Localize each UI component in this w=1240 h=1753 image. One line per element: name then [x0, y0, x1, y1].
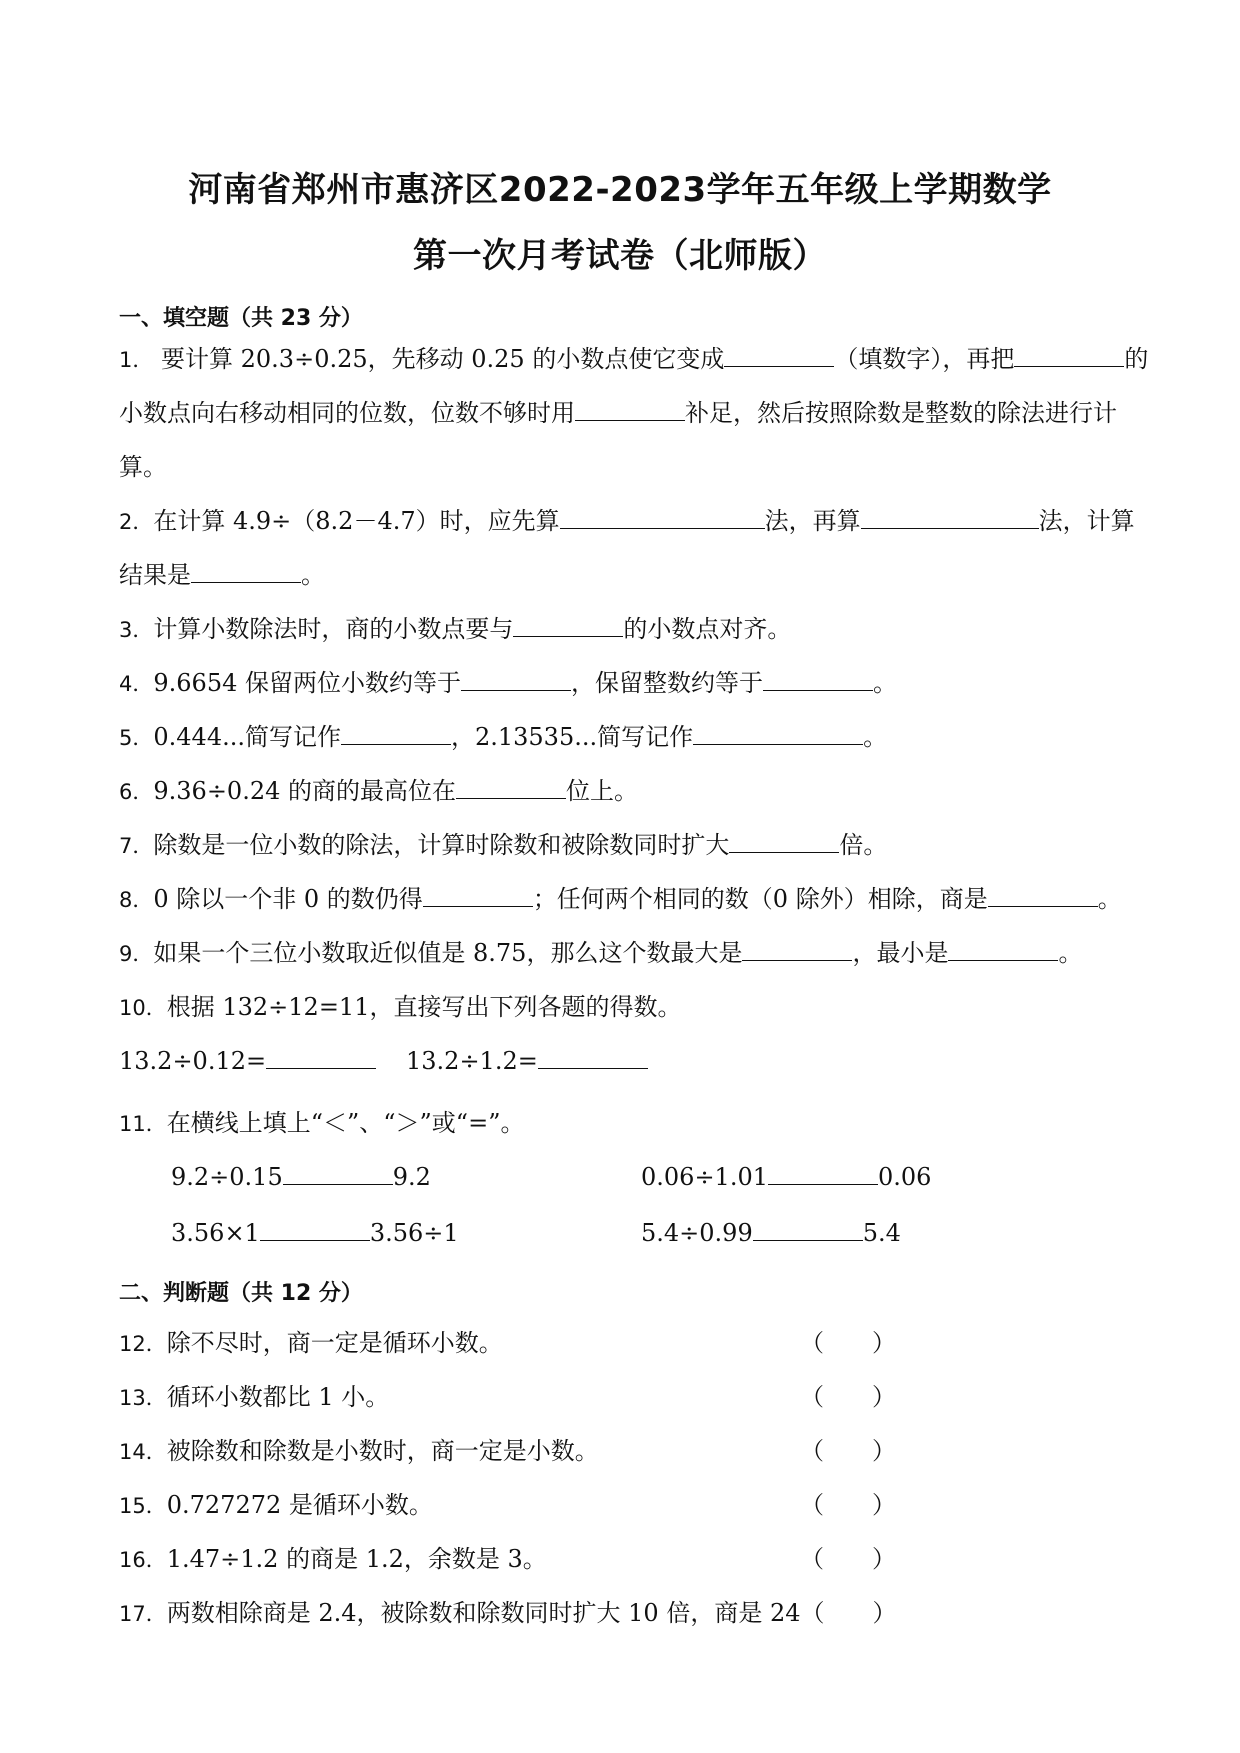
question-2-line1: 2．在计算 4.9÷（8.2－4.7）时，应先算 法，再算 法，计算 [119, 507, 1135, 535]
compare-row-1-right: 0.06÷1.01 0.06 [641, 1163, 932, 1191]
answer-blank[interactable] [560, 506, 765, 529]
exam-title-line2: 第一次月考试卷（北师版） [413, 236, 827, 276]
answer-blank[interactable] [423, 884, 533, 907]
answer-blank[interactable] [341, 722, 451, 745]
question-17: 17．两数相除商是 2.4，被除数和除数同时扩大 10 倍，商是 24（ ） [119, 1599, 897, 1627]
answer-blank[interactable] [191, 560, 301, 583]
compare-row-2-right: 5.4÷0.99 5.4 [641, 1219, 901, 1247]
answer-parentheses[interactable]: （ ） [800, 1437, 896, 1465]
question-9: 9．如果一个三位小数取近似值是 8.75，那么这个数最大是 ，最小是 。 [119, 939, 1083, 967]
answer-blank[interactable] [538, 1046, 648, 1069]
question-7: 7．除数是一位小数的除法，计算时除数和被除数同时扩大 倍。 [119, 831, 888, 859]
question-11: 11．在横线上填上“＜”、“＞”或“=”。 [119, 1109, 525, 1137]
question-10-expr-1: 13.2÷0.12= [119, 1046, 376, 1076]
question-10: 10．根据 132÷12=11，直接写出下列各题的得数。 [119, 993, 682, 1021]
answer-blank[interactable] [768, 1162, 878, 1185]
answer-blank[interactable] [1014, 344, 1124, 367]
answer-blank[interactable] [729, 830, 839, 853]
question-4: 4．9.6654 保留两位小数约等于 ，保留整数约等于 。 [119, 669, 897, 697]
answer-blank[interactable] [283, 1162, 393, 1185]
answer-blank[interactable] [753, 1218, 863, 1241]
question-14: 14．被除数和除数是小数时，商一定是小数。 [119, 1437, 599, 1465]
answer-parentheses[interactable]: （ ） [800, 1491, 896, 1519]
question-15: 15．0.727272 是循环小数。 [119, 1491, 433, 1519]
answer-parentheses[interactable]: （ ） [800, 1599, 897, 1627]
answer-blank[interactable] [724, 344, 834, 367]
answer-blank[interactable] [763, 668, 873, 691]
answer-blank[interactable] [742, 938, 852, 961]
exam-title-line1: 河南省郑州市惠济区2022-2023学年五年级上学期数学 [188, 170, 1052, 210]
question-6: 6．9.36÷0.24 的商的最高位在 位上。 [119, 777, 638, 805]
section-judge-heading: 二、判断题（共 12 分） [119, 1281, 363, 1306]
answer-blank[interactable] [456, 776, 566, 799]
question-10-expr-2: 13.2÷1.2= [406, 1046, 648, 1076]
question-1-line1: 1． 要计算 20.3÷0.25，先移动 0.25 的小数点使它变成 （填数字），再把 的 [119, 345, 1149, 373]
question-12: 12．除不尽时，商一定是循环小数。 [119, 1329, 503, 1357]
question-8: 8．0 除以一个非 0 的数仍得 ；任何两个相同的数（0 除外）相除，商是 。 [119, 885, 1122, 913]
answer-parentheses[interactable]: （ ） [800, 1329, 896, 1357]
question-5: 5．0.444...简写记作 ，2.13535...简写记作 。 [119, 723, 888, 751]
section-fill-heading: 一、填空题（共 23 分） [119, 306, 363, 331]
compare-row-1-left: 9.2÷0.15 9.2 [171, 1163, 431, 1191]
answer-blank[interactable] [693, 722, 863, 745]
answer-parentheses[interactable]: （ ） [800, 1383, 896, 1411]
compare-row-2-left: 3.56×1 3.56÷1 [171, 1219, 459, 1247]
question-2-line2: 结果是 。 [119, 561, 325, 589]
answer-blank[interactable] [988, 884, 1098, 907]
answer-blank[interactable] [461, 668, 571, 691]
question-16: 16．1.47÷1.2 的商是 1.2，余数是 3。 [119, 1545, 547, 1573]
question-1-line3: 算。 [119, 453, 167, 481]
answer-blank[interactable] [948, 938, 1058, 961]
answer-blank[interactable] [266, 1046, 376, 1069]
question-13: 13．循环小数都比 1 小。 [119, 1383, 390, 1411]
answer-blank[interactable] [575, 398, 685, 421]
answer-blank[interactable] [260, 1218, 370, 1241]
question-3: 3．计算小数除法时，商的小数点要与 的小数点对齐。 [119, 615, 792, 643]
answer-parentheses[interactable]: （ ） [800, 1545, 896, 1573]
question-1-line2: 小数点向右移动相同的位数，位数不够时用 补足，然后按照除数是整数的除法进行计 [119, 399, 1117, 427]
answer-blank[interactable] [861, 506, 1039, 529]
answer-blank[interactable] [513, 614, 623, 637]
